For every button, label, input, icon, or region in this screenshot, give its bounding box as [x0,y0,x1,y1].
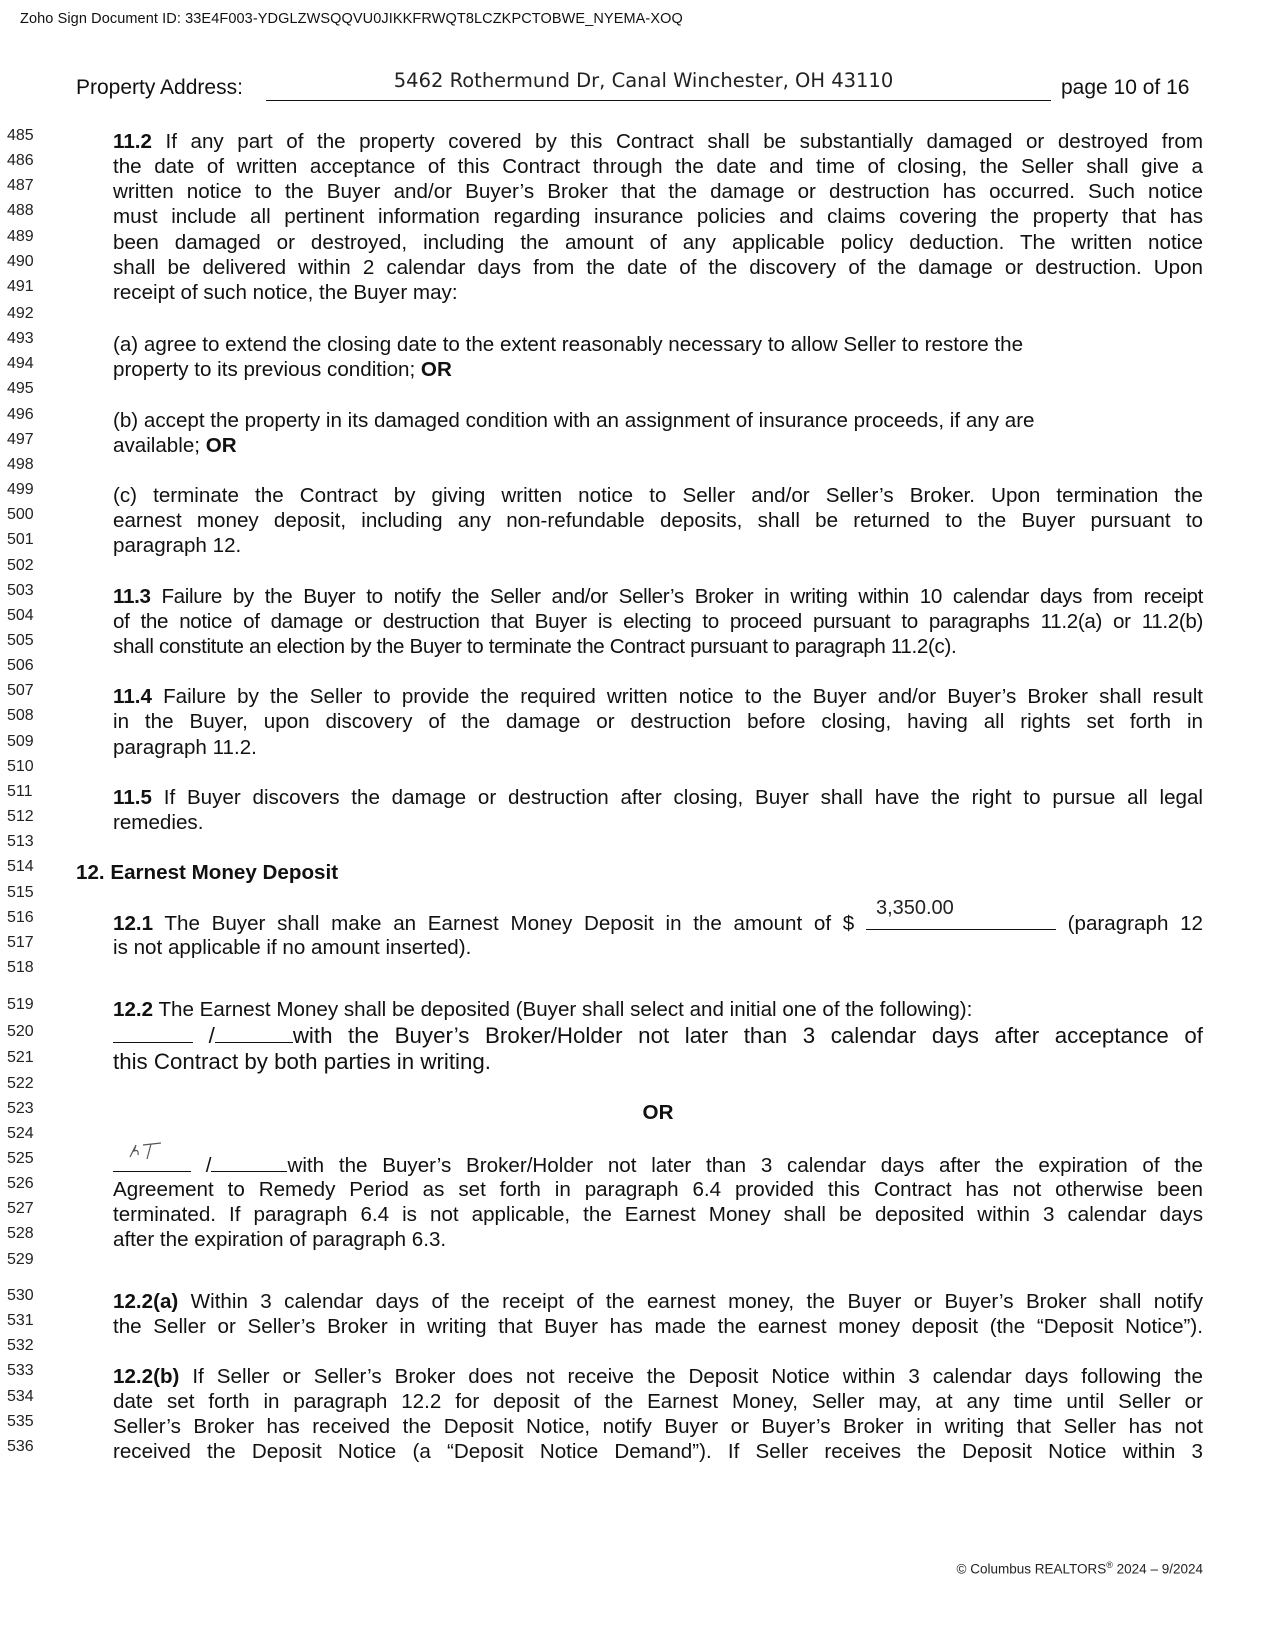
deposit-amount: 3,350.00 [875,897,954,919]
line-number: 503 [7,582,34,599]
text-line: paragraph 11.2. [113,736,257,759]
text-line: must include all pertinent information regarding insurance policies and claims covering the property that has [113,205,1203,228]
property-address-header [76,69,1201,108]
deposit-amount-field[interactable] [866,897,1056,930]
line-number: 524 [7,1125,34,1142]
text-line: The Earnest Money shall be deposited (Buyer shall select and initial one of the following): [153,998,973,1021]
slash: / [208,1023,215,1048]
line-number: 527 [7,1200,34,1217]
line-number: 518 [7,959,34,976]
text-line: been damaged or destroyed, including the amount of any applicable policy deduction. The written notice [113,231,1203,254]
text-line: receipt of such notice, the Buyer may: [113,281,458,304]
clause-number: 11.3 [113,585,151,608]
section-heading: 12. Earnest Money Deposit [76,861,339,884]
or-separator: OR [642,1101,674,1124]
property-address-label: Property Address: [76,76,243,99]
text-line: (paragraph 12 [1055,912,1203,935]
clause-number: 11.4 [113,685,152,708]
line-number: 498 [7,456,34,473]
footer-text: © Columbus REALTORS [956,1561,1107,1577]
clause-number: 12.2(a) [113,1290,179,1313]
text-line: in the Buyer, upon discovery of the damage or destruction before closing, having all rights set forth in [113,710,1203,733]
text-line: written notice to the Buyer and/or Buyer’s Broker that the damage or destruction has occurred. Such notice [113,180,1203,203]
handwritten-initials-icon [127,1141,163,1163]
clause-number: 11.2 [113,130,152,153]
line-number: 497 [7,431,34,448]
text-line: this Contract by both parties in writing. [113,1049,491,1074]
text-line: Failure by the Seller to provide the required written notice to the Buyer and/or Buyer’s Broker shall result [151,685,1203,708]
copyright-footer [957,1560,1203,1577]
text-line: Within 3 calendar days of the receipt of the earnest money, the Buyer or Buyer’s Broker shall notify [178,1290,1203,1313]
or-label: OR [420,358,452,381]
line-number: 486 [7,152,34,169]
buyer-initial-field-2[interactable] [113,1153,191,1172]
line-number: 517 [7,934,34,951]
text-line: Failure by the Buyer to notify the Seller and/or Seller’s Broker in writing within 10 calendar days from receipt [150,585,1203,608]
clause-number: 11.5 [113,786,152,809]
line-number: 485 [7,127,34,144]
slash: / [205,1154,212,1177]
line-number: 522 [7,1075,34,1092]
line-number: 530 [7,1287,34,1304]
text-line: property to its previous condition; [113,358,421,381]
text-line: date set forth in paragraph 12.2 for deposit of the Earnest Money, Seller may, at any time until Seller or [113,1390,1203,1413]
clause-number: 12.2(b) [113,1365,180,1388]
text-line: If any part of the property covered by this Contract shall be substantially damaged or destroyed from [151,130,1203,153]
line-number: 501 [7,531,34,548]
line-number: 528 [7,1225,34,1242]
line-number: 516 [7,909,34,926]
line-number: 535 [7,1413,34,1430]
text-line: shall be delivered within 2 calendar days from the date of the discovery of the damage or destruction. Upon [113,256,1203,279]
clause-number: 12.2 [113,998,154,1021]
line-number: 489 [7,228,34,245]
text-line: If Seller or Seller’s Broker does not receive the Deposit Notice within 3 calendar days following the [179,1365,1203,1388]
text-line: is not applicable if no amount inserted). [113,936,472,959]
line-number: 505 [7,632,34,649]
property-address-value[interactable]: 5462 Rothermund Dr, Canal Winchester, OH 43110 [393,69,894,92]
text-line: paragraph 12. [113,534,242,557]
line-number: 502 [7,557,34,574]
text-line: shall constitute an election by the Buyer to terminate the Contract pursuant to paragraph 11.2(c). [113,635,957,658]
text-line: the Seller or Seller’s Broker in writing that Buyer has made the earnest money deposit (the “Deposit Notice”). [113,1315,1203,1338]
line-number: 490 [7,253,34,270]
text-line: available; [113,434,206,457]
line-number: 520 [7,1023,34,1040]
line-number: 514 [7,858,34,875]
line-number: 531 [7,1312,34,1329]
buyer-initial-field-1[interactable] [113,1024,193,1043]
line-number: 533 [7,1362,34,1379]
line-number: 513 [7,833,34,850]
text-line: (a) agree to extend the closing date to the extent reasonably necessary to allow Seller to restore the [113,333,1024,356]
line-number: 511 [7,783,33,800]
text-line: of the notice of damage or destruction that Buyer is electing to proceed pursuant to paragraphs 11.2(a) or 11.2(b) [113,610,1203,633]
text-line: The Buyer shall make an Earnest Money Deposit in the amount of $ [153,912,866,935]
text-line: remedies. [113,811,204,834]
line-number: 512 [7,808,34,825]
line-number: 529 [7,1251,34,1268]
text-line: earnest money deposit, including any non-refundable deposits, shall be returned to the Buyer pursuant to [113,509,1203,532]
text-line: the date of written acceptance of this Contract through the date and time of closing, the Seller shall give a [113,155,1203,178]
clause-number: 12.1 [113,912,154,935]
seller-initial-field-2[interactable] [211,1153,287,1172]
line-number: 515 [7,884,34,901]
line-number: 523 [7,1100,34,1117]
line-number: 494 [7,355,34,372]
line-number: 526 [7,1175,34,1192]
text-line: with the Buyer’s Broker/Holder not later than 3 calendar days after the expiration of the [287,1154,1203,1177]
text-line: (b) accept the property in its damaged condition with an assignment of insurance proceeds, if any are [113,409,1035,432]
line-number: 534 [7,1388,34,1405]
line-number: 493 [7,330,34,347]
text-line: Agreement to Remedy Period as set forth in paragraph 6.4 provided this Contract has not otherwise been [113,1178,1203,1201]
line-number: 496 [7,406,34,423]
text-line: If Buyer discovers the damage or destruction after closing, Buyer shall have the right to pursue all legal [151,786,1203,809]
text-line: after the expiration of paragraph 6.3. [113,1228,447,1251]
line-number: 536 [7,1438,34,1455]
line-number: 521 [7,1049,34,1066]
seller-initial-field-1[interactable] [215,1024,293,1043]
footer-year: 2024 – 9/2024 [1112,1561,1203,1577]
line-number: 510 [7,758,34,775]
line-number: 492 [7,305,34,322]
line-number: 495 [7,380,34,397]
line-number: 519 [7,996,34,1013]
line-number: 532 [7,1337,34,1354]
line-number: 509 [7,733,34,750]
line-number: 499 [7,481,34,498]
line-number: 525 [7,1150,34,1167]
address-underline [266,100,1051,101]
line-number: 488 [7,202,34,219]
text-line: received the Deposit Notice (a “Deposit Notice Demand”). If Seller receives the Deposit Notice within 3 [113,1440,1203,1463]
text-line: terminated. If paragraph 6.4 is not applicable, the Earnest Money shall be deposited within 3 calendar days [113,1203,1203,1226]
line-number: 508 [7,707,34,724]
line-number: 507 [7,682,34,699]
line-number: 491 [7,278,34,295]
text-line: Seller’s Broker has received the Deposit Notice, notify Buyer or Buyer’s Broker in writing that Seller has not [113,1415,1203,1438]
line-number: 487 [7,177,34,194]
line-number: 500 [7,506,34,523]
document-id: Zoho Sign Document ID: 33E4F003-YDGLZWSQQVU0JIKKFRWQT8LCZKPCTOBWE_NYEMA-XOQ [20,11,683,27]
text-line: with the Buyer’s Broker/Holder not later than 3 calendar days after acceptance of [292,1023,1203,1048]
or-label: OR [205,434,237,457]
line-number: 506 [7,657,34,674]
registered-mark: ® [1106,1560,1113,1570]
page-number: page 10 of 16 [1061,76,1190,99]
text-line: (c) terminate the Contract by giving written notice to Seller and/or Seller’s Broker. Upon termination the [113,484,1203,507]
line-number: 504 [7,607,34,624]
